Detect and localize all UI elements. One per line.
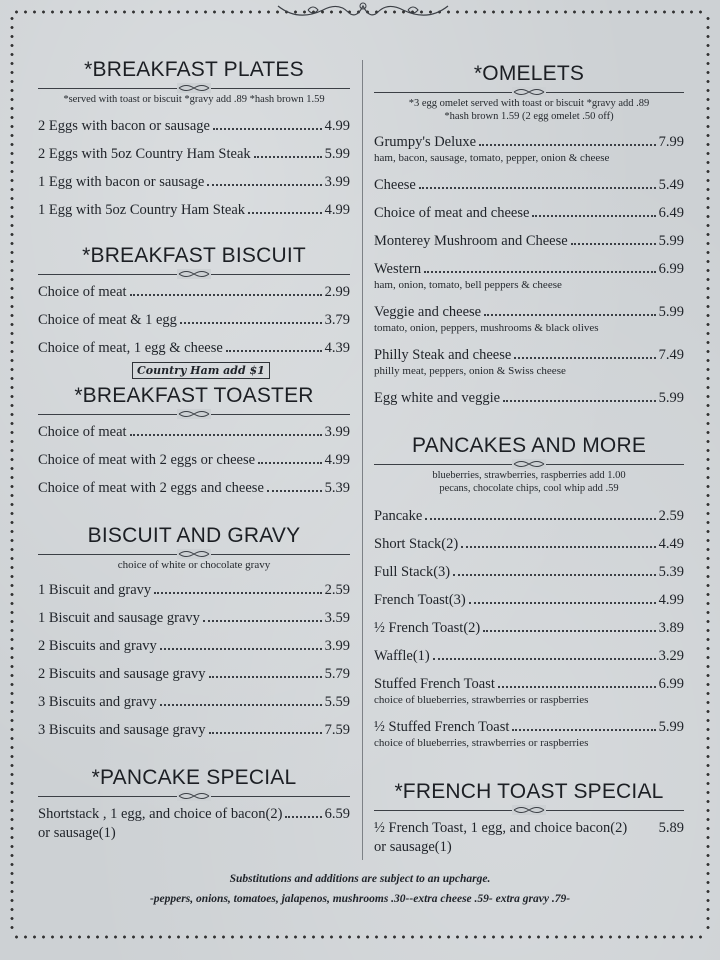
menu-item <box>38 694 350 711</box>
item-price: 3.89 <box>658 620 684 636</box>
menu-item <box>374 390 684 407</box>
section-note: blueberries, strawberries, raspberries add 1.00 <box>432 470 626 481</box>
item-price: 7.59 <box>324 722 350 738</box>
menu-item <box>38 610 350 627</box>
item-price: 6.59 <box>324 806 350 822</box>
menu-item <box>374 177 684 194</box>
item-name: Monterey Mushroom and Cheese <box>374 233 568 249</box>
menu-item <box>374 508 684 525</box>
item-price: 5.39 <box>658 564 684 580</box>
menu-item <box>38 638 350 655</box>
menu-item <box>38 582 350 599</box>
menu-item <box>38 174 350 191</box>
section-rule <box>38 83 350 93</box>
item-price: 3.99 <box>324 424 350 440</box>
section-title: PANCAKES AND MORE <box>411 434 647 457</box>
menu-item <box>374 347 684 378</box>
menu-item <box>374 205 684 222</box>
item-price: 3.59 <box>324 610 350 626</box>
item-name: 1 Biscuit and gravy <box>38 582 152 598</box>
menu-item <box>374 592 684 609</box>
section-title: BISCUIT AND GRAVY <box>87 524 301 547</box>
top-ornament-icon <box>268 0 458 24</box>
menu-item <box>38 806 350 842</box>
item-price: 6.49 <box>658 205 684 221</box>
menu-item <box>374 536 684 553</box>
section-note: *served with toast or biscuit *gravy add .89 *hash brown 1.59 <box>63 94 325 105</box>
section-rule <box>38 269 350 279</box>
item-price: 4.39 <box>324 340 350 356</box>
item-price: 4.99 <box>324 452 350 468</box>
section-title: *BREAKFAST TOASTER <box>74 384 314 407</box>
section-rule <box>38 791 350 801</box>
menu-item <box>38 424 350 441</box>
section-rule <box>374 805 684 815</box>
item-price: 5.89 <box>658 820 684 836</box>
section-pancake-special <box>38 766 350 801</box>
section-note: pecans, chocolate chips, cool whip add .59 <box>439 483 619 494</box>
item-name: Egg white and veggie <box>374 390 501 406</box>
item-price: 2.99 <box>324 284 350 300</box>
menu-item <box>374 820 684 856</box>
item-name: Philly Steak and cheese <box>374 347 512 363</box>
item-name: Cheese <box>374 177 416 193</box>
section-title: *OMELETS <box>473 62 585 85</box>
item-price: 3.79 <box>324 312 350 328</box>
country-ham-note: Country Ham add $1 <box>132 362 270 379</box>
item-name: French Toast(3) <box>374 592 466 608</box>
section-title: *PANCAKE SPECIAL <box>91 766 297 789</box>
item-price: 2.59 <box>658 508 684 524</box>
item-price: 5.99 <box>658 233 684 249</box>
item-name-cont: or sausage(1) <box>374 839 452 855</box>
section-title: *BREAKFAST BISCUIT <box>82 244 306 267</box>
item-name: Short Stack(2) <box>374 536 459 552</box>
footer-extras-note: -peppers, onions, tomatoes, jalapenos, mushrooms .30--extra cheese .59- extra gravy .79- <box>149 893 571 905</box>
section-biscuit-gravy <box>38 524 350 572</box>
item-description: tomato, onion, peppers, mushrooms & black olives <box>374 322 599 334</box>
item-description: philly meat, peppers, onion & Swiss cheese <box>374 365 566 377</box>
item-name: ½ French Toast(2) <box>374 620 481 636</box>
item-name-cont: or sausage(1) <box>38 825 116 841</box>
item-price: 6.99 <box>658 676 684 692</box>
menu-item <box>374 261 684 292</box>
item-name: 3 Biscuits and gravy <box>38 694 157 710</box>
section-rule <box>38 549 350 559</box>
item-name: Western <box>374 261 422 277</box>
item-price: 5.99 <box>658 390 684 406</box>
item-price: 4.99 <box>324 118 350 134</box>
item-name: 2 Biscuits and sausage gravy <box>38 666 206 682</box>
item-name: Stuffed French Toast <box>374 676 495 692</box>
menu-item <box>38 480 350 497</box>
section-note: *hash brown 1.59 (2 egg omelet .50 off) <box>444 111 614 122</box>
item-description: ham, bacon, sausage, tomato, pepper, onion & cheese <box>374 152 610 164</box>
item-name: 1 Egg with 5oz Country Ham Steak <box>38 202 246 218</box>
item-name: ½ Stuffed French Toast <box>374 719 510 735</box>
item-description: ham, onion, tomato, bell peppers & cheese <box>374 279 562 291</box>
section-breakfast-plates <box>38 58 350 106</box>
column-divider <box>362 60 363 860</box>
section-rule <box>38 409 350 419</box>
item-name: Waffle(1) <box>374 648 430 664</box>
footer-upcharge-note: Substitutions and additions are subject to an upcharge. <box>229 873 491 885</box>
section-note: choice of white or chocolate gravy <box>117 559 271 571</box>
menu-item <box>38 202 350 219</box>
menu-item <box>38 146 350 163</box>
item-price: 3.29 <box>658 648 684 664</box>
item-name: 2 Eggs with 5oz Country Ham Steak <box>38 146 251 162</box>
item-name: Pancake <box>374 508 423 524</box>
menu-item <box>38 340 350 357</box>
menu-item <box>374 620 684 637</box>
item-name: Veggie and cheese <box>374 304 482 320</box>
item-price: 5.79 <box>324 666 350 682</box>
dotted-border-right <box>706 14 710 932</box>
item-name: ½ French Toast, 1 egg, and choice bacon(2) <box>374 820 628 836</box>
menu-item <box>38 452 350 469</box>
section-omelets <box>374 62 684 123</box>
section-title: *FRENCH TOAST SPECIAL <box>394 780 664 803</box>
item-price: 2.59 <box>324 582 350 598</box>
item-name: Full Stack(3) <box>374 564 451 580</box>
menu-item <box>374 719 684 750</box>
item-name: Choice of meat, 1 egg & cheese <box>38 340 223 356</box>
section-note: *3 egg omelet served with toast or biscuit *gravy add .89 <box>408 98 650 109</box>
menu-item <box>374 233 684 250</box>
item-price: 5.49 <box>658 177 684 193</box>
item-name: Grumpy's Deluxe <box>374 134 477 150</box>
section-french-toast-special <box>374 780 684 815</box>
item-name: Choice of meat with 2 eggs and cheese <box>38 480 264 496</box>
dotted-border-left <box>10 14 14 932</box>
menu-item <box>38 666 350 683</box>
menu-item <box>38 118 350 135</box>
item-name: Shortstack , 1 egg, and choice of bacon(2) <box>38 806 283 822</box>
menu-item <box>38 284 350 301</box>
item-price: 5.39 <box>324 480 350 496</box>
section-title: *BREAKFAST PLATES <box>84 58 304 81</box>
item-price: 5.59 <box>324 694 350 710</box>
item-price: 4.99 <box>658 592 684 608</box>
item-name: 1 Biscuit and sausage gravy <box>38 610 200 626</box>
menu-item <box>374 134 684 165</box>
item-price: 5.99 <box>658 719 684 735</box>
item-price: 3.99 <box>324 638 350 654</box>
menu-item <box>374 676 684 707</box>
section-breakfast-biscuit <box>38 244 350 279</box>
section-rule <box>374 459 684 469</box>
item-name: 2 Biscuits and gravy <box>38 638 157 654</box>
menu-item <box>38 722 350 739</box>
menu-item <box>374 648 684 665</box>
item-price: 7.49 <box>658 347 684 363</box>
menu-item <box>374 304 684 335</box>
item-name: 2 Eggs with bacon or sausage <box>38 118 210 134</box>
item-description: choice of blueberries, strawberries or raspberries <box>374 737 589 749</box>
item-name: 3 Biscuits and sausage gravy <box>38 722 206 738</box>
item-price: 5.99 <box>658 304 684 320</box>
item-description: choice of blueberries, strawberries or raspberries <box>374 694 589 706</box>
item-price: 3.99 <box>324 174 350 190</box>
item-price: 4.99 <box>324 202 350 218</box>
item-price: 4.49 <box>658 536 684 552</box>
item-price: 6.99 <box>658 261 684 277</box>
item-name: Choice of meat & 1 egg <box>38 312 177 328</box>
section-pancakes-and-more <box>374 434 684 495</box>
item-name: Choice of meat <box>38 424 127 440</box>
item-name: Choice of meat and cheese <box>374 205 530 221</box>
section-rule <box>374 87 684 97</box>
menu-item <box>374 564 684 581</box>
item-name: 1 Egg with bacon or sausage <box>38 174 205 190</box>
section-breakfast-toaster <box>38 384 350 419</box>
menu-item <box>38 312 350 329</box>
item-price: 5.99 <box>324 146 350 162</box>
item-name: Choice of meat <box>38 284 127 300</box>
dotted-border-bottom <box>12 935 708 939</box>
item-name: Choice of meat with 2 eggs or cheese <box>38 452 256 468</box>
item-price: 7.99 <box>658 134 684 150</box>
